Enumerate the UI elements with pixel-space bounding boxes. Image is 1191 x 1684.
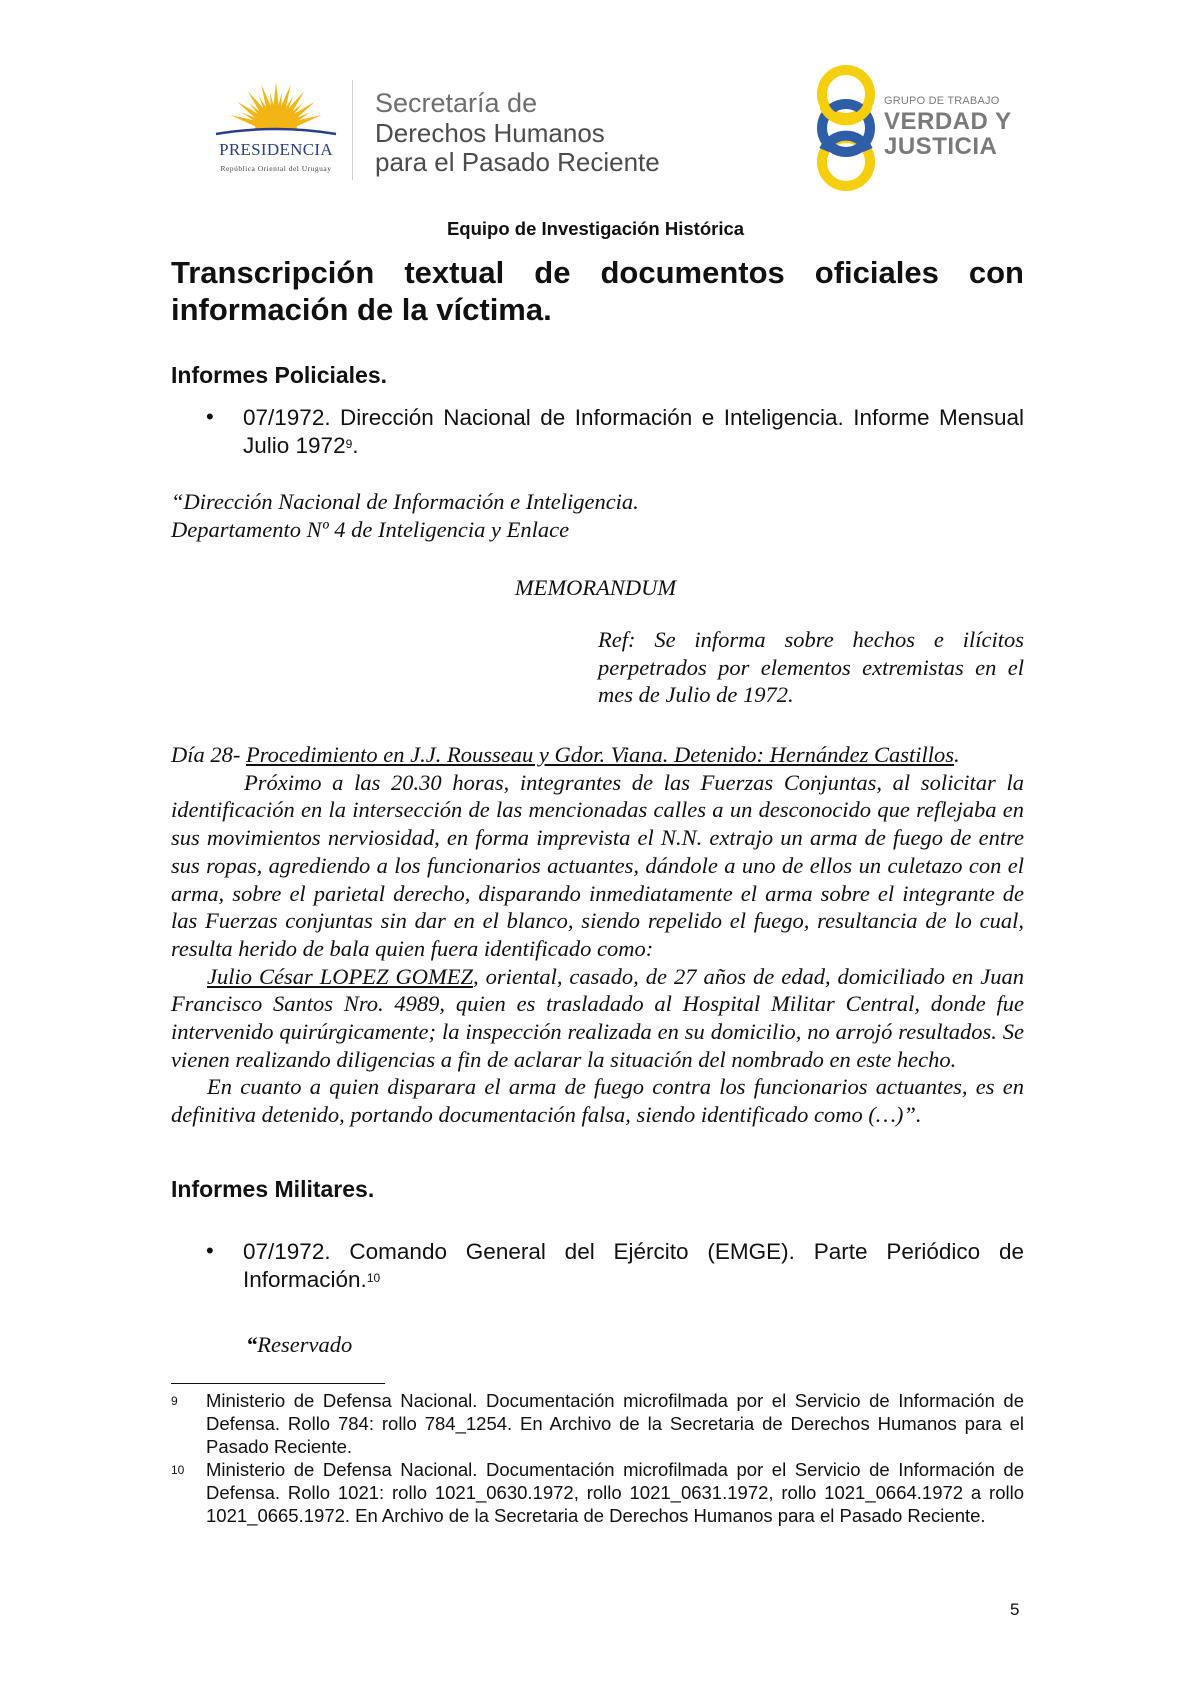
justicia-label: JUSTICIA	[884, 133, 998, 160]
section-heading-police: Informes Policiales.	[171, 362, 388, 388]
grupo-trabajo-label: GRUPO DE TRABAJO	[884, 95, 1000, 107]
footnote-number: 9	[171, 1394, 178, 1408]
verdad-y-label: VERDAD Y	[884, 108, 1012, 135]
header-divider	[352, 80, 353, 180]
bullet-marker: •	[206, 1238, 214, 1263]
memo-paragraph-2	[171, 963, 1024, 1074]
memo-paragraph-3: En cuanto a quien disparara el arma de fuego contra los funcionarios actuantes, es en definitiva detenido, portando documentación falsa, siendo identificado como (…)”.	[171, 1074, 1024, 1128]
memo-day-end: .	[954, 742, 960, 767]
bullet-marker: •	[206, 404, 214, 429]
footnote-separator	[171, 1383, 385, 1384]
reservado-quote	[246, 1331, 352, 1359]
memo-day-line	[171, 741, 1024, 769]
footnote-text: Ministerio de Defensa Nacional. Documentación microfilmada por el Servicio de Información de Defensa. Rollo 1021: rollo 1021_0630.1972, rollo 1021_0631.1972, rollo 1021_0664.1972 a rollo 1021_0665.1972. En Archivo de la Secretaria de Derechos Humanos para el Pasado Reciente.	[206, 1459, 1024, 1526]
police-report-end: .	[352, 433, 359, 458]
sun-emblem-icon	[196, 78, 356, 140]
page-title: Transcripción textual de documentos oficiales con información de la víctima.	[171, 255, 1024, 327]
section-heading-military: Informes Militares.	[171, 1176, 375, 1202]
secretaria-line-2: Derechos Humanos	[375, 118, 605, 148]
victim-name: Julio César LOPEZ GOMEZ	[207, 963, 473, 989]
memo-header-line-1: “Dirección Nacional de Información e Inteligencia.	[171, 489, 639, 514]
police-report-text: 07/1972. Dirección Nacional de Información e Inteligencia. Informe Mensual Julio 1972	[243, 405, 1024, 458]
memo-title: MEMORANDUM	[514, 575, 677, 600]
police-report-item	[243, 404, 1024, 460]
footnote-ref-10[interactable]: 10	[366, 1271, 381, 1285]
page-number: 5	[1010, 1600, 1020, 1619]
team-title: Equipo de Investigación Histórica	[446, 218, 745, 239]
verdad-justicia-logo-text	[884, 96, 1012, 159]
secretaria-line-3: para el Pasado Reciente	[375, 147, 660, 177]
military-report-item	[243, 1238, 1024, 1294]
memo-day-prefix: Día 28-	[171, 742, 246, 767]
memo-header-line-2: Departamento Nº 4 de Inteligencia y Enlace	[171, 516, 570, 542]
footnote-text: Ministerio de Defensa Nacional. Documentación microfilmada por el Servicio de Información de Defensa. Rollo 784: rollo 784_1254. En Archivo de la Secretaria de Derechos Humanos para el Pasado Reciente.	[206, 1390, 1024, 1457]
page-header	[0, 0, 1191, 200]
memo-paragraph-2-text: , oriental, casado, de 27 años de edad, domiciliado en Juan Francisco Santos Nro. 4989, quien es trasladado al Hospital Militar Central, donde fue intervenido quirúrgicamente; la inspección realizada en su domicilio, no arrojó resultados. Se vienen realizando diligencias a fin de aclarar la situación del nombrado en este hecho.	[171, 963, 1024, 1072]
reservado-label: Reservado	[257, 1332, 353, 1357]
opening-quote-mark: “	[246, 1332, 258, 1357]
presidencia-logo	[196, 78, 356, 178]
secretaria-logo-text	[375, 90, 660, 175]
memo-body	[171, 741, 1024, 1129]
memo-header	[171, 488, 639, 543]
footnote-ref-9[interactable]: 9	[345, 437, 353, 451]
secretaria-line-1: Secretaría de	[375, 88, 538, 118]
presidencia-title: PRESIDENCIA	[219, 140, 333, 159]
memo-paragraph-1: Próximo a las 20.30 horas, integrantes de las Fuerzas Conjuntas, al solicitar la identificación en la intersección de las mencionadas calles a un desconocido que reflejaba en sus movimientos nerviosidad, en forma imprevista el N.N. extrajo un arma de fuego de entre sus ropas, agrediendo a los funcionarios actuantes, dándole a uno de ellos un culetazo con el arma, sobre el parietal derecho, disparando inmediatamente el arma sobre el integrante de las Fuerzas conjuntas sin dar en el blanco, siendo repelido el fuego, resultancia de lo cual, resulta herido de bala quien fuera identificado como:	[171, 769, 1024, 961]
memo-day-subject: Procedimiento en J.J. Rousseau y Gdor. Viana. Detenido: Hernández Castillos	[246, 742, 955, 767]
footnote-number: 10	[171, 1463, 185, 1477]
presidencia-subtitle: República Oriental del Uruguay	[220, 164, 332, 173]
memo-reference: Ref: Se informa sobre hechos e ilícitos perpetrados por elementos extremistas en el mes de Julio de 1972.	[598, 627, 1024, 708]
military-report-text: 07/1972. Comando General del Ejército (EMGE). Parte Periódico de Información.	[243, 1239, 1024, 1292]
